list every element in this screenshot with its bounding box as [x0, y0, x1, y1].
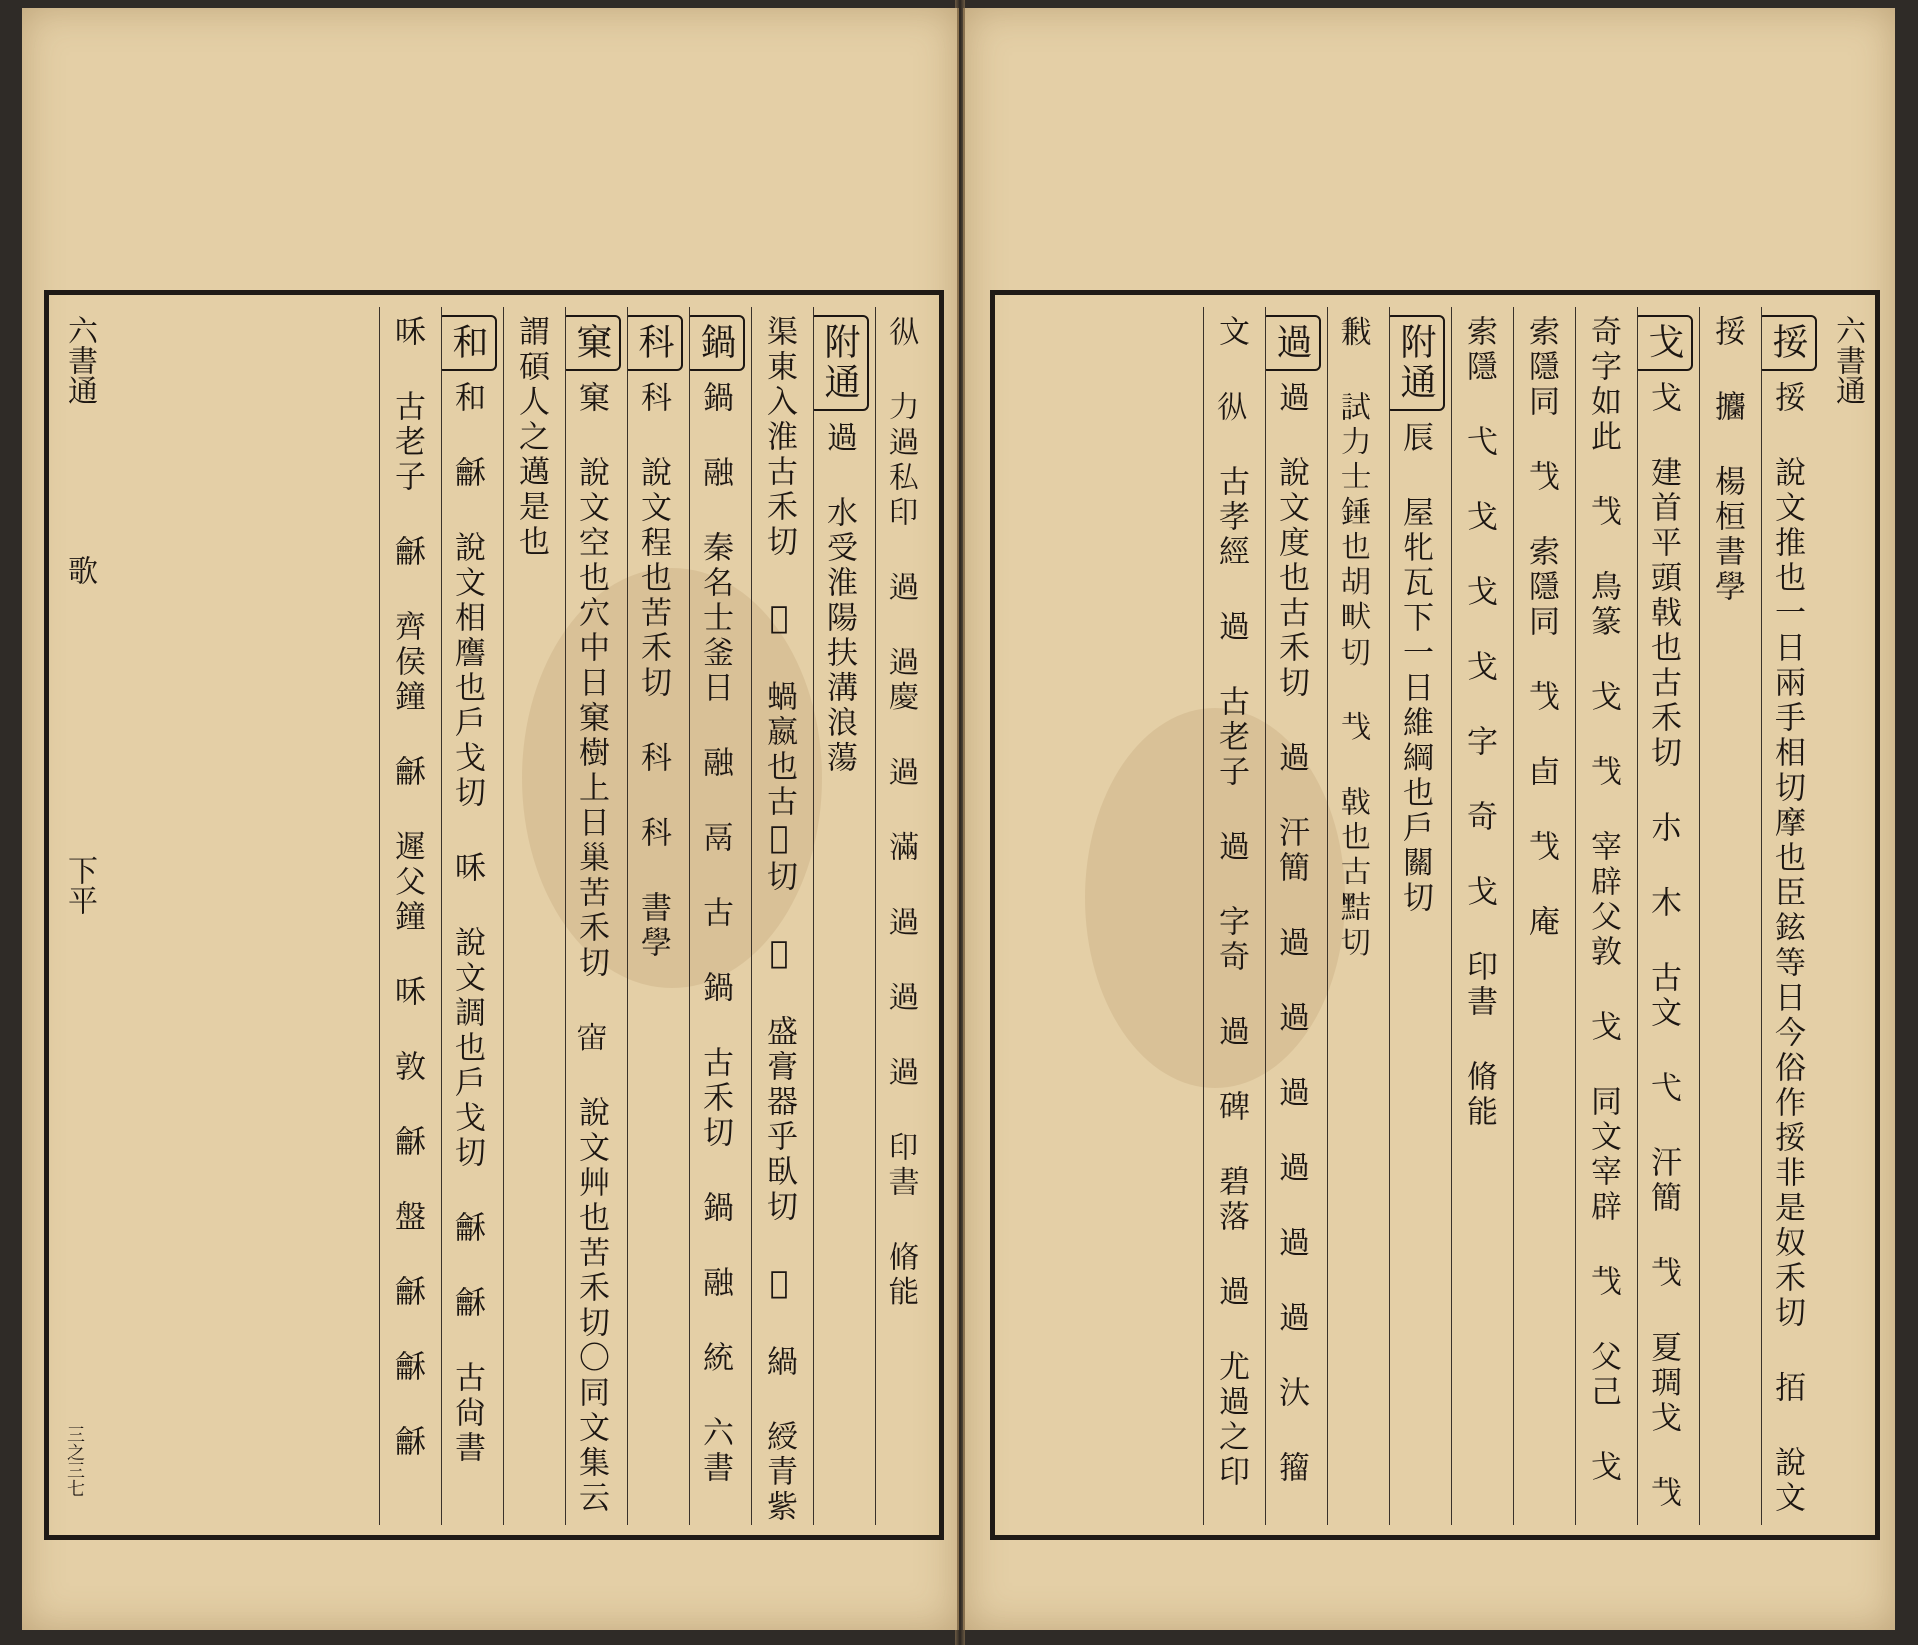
left-column-4 [689, 307, 745, 1525]
column-text: 科 說文程也苦禾切 科 科 書學 [635, 381, 671, 961]
side-label-rhyme: 歌 [62, 555, 97, 585]
column-text: 挼 攟 楊桓書學 [1709, 315, 1745, 605]
right-column-3 [1637, 307, 1693, 1525]
right-page-frame [990, 290, 1880, 1540]
entry-head: 戈 [1637, 315, 1693, 371]
side-label-title: 六書通 [62, 315, 97, 405]
entry-head: 附通 [813, 315, 869, 411]
entry-head: 鍋 [689, 315, 745, 371]
left-column-8 [441, 307, 497, 1525]
left-column-5 [627, 307, 683, 1525]
column-text: 𢓅 力過私印 過 過慶 過 滿 過 過 過 印書 脩能 [885, 315, 921, 1310]
side-label-tone: 下平 [62, 855, 97, 915]
column-text: 過 水受淮陽扶溝浪蕩 [821, 421, 857, 776]
column-text: 索隱 弋 戈 戈 戈 字 奇 戈 印書 脩能 [1461, 315, 1497, 1130]
left-column-2 [813, 307, 869, 1525]
right-header-title: 六書通 [1830, 315, 1865, 405]
left-column-7 [503, 307, 559, 1525]
column-text: 過 說文度也古禾切 過 汗簡 過 過 過 過 過 過 汏 籀 [1273, 381, 1309, 1486]
column-text: 奇字如此 𢦏 鳥篆 戈 𢦏 宰辟父敦 戈 同文宰辟 𢦏 父己 戈 [1585, 315, 1621, 1485]
left-column-1 [875, 307, 931, 1525]
right-column-1 [1761, 307, 1817, 1525]
entry-head: 挼 [1761, 315, 1817, 371]
left-page [22, 8, 959, 1630]
entry-head: 附通 [1389, 315, 1445, 411]
right-page [963, 8, 1895, 1630]
column-text: 鍋 融 秦名士釜日 融 鬲 古 鍋 古禾切 鍋 融 統 六書 [697, 381, 733, 1486]
column-text: 𢧥 試力士錘也胡畎切 𢦏 戟也古黠切 [1337, 315, 1373, 960]
right-column-8 [1327, 307, 1383, 1525]
entry-head: 窠 [565, 315, 621, 371]
left-column-6 [565, 307, 621, 1525]
column-text: 渠東入淮古禾切 𧌾 蝸嬴也古𧌾切 𧌾 盛膏器乎臥切 𧌾 緺 綬青紫 [761, 315, 797, 1525]
right-column-6 [1451, 307, 1507, 1525]
column-text: 謂碩人之邁是也 [513, 315, 549, 560]
right-column-4 [1575, 307, 1631, 1525]
left-page-frame [44, 290, 944, 1540]
column-text: 和 龢 說文相譍也戶戈切 咊 說文調也戶戈切 龢 龢 古尙書 [449, 381, 485, 1466]
right-column-10 [1203, 307, 1259, 1525]
right-column-7 [1389, 307, 1445, 1525]
column-text: 索隱同 𢦏 索隱同 𢦏 卣 𢦏 庵 [1523, 315, 1559, 940]
left-column-9 [379, 307, 435, 1525]
right-column-2 [1699, 307, 1755, 1525]
column-text: 挼 說文推也一日兩手相切摩也臣鉉等日今俗作挼非是奴禾切 𢫦 說文 [1769, 381, 1805, 1516]
right-column-9 [1265, 307, 1321, 1525]
left-column-3 [751, 307, 807, 1525]
folio-number: 三之三七 [64, 1425, 85, 1497]
column-text: 窠 說文空也穴中日窠樹上日巢苦禾切 𥥉 說文艸也苦禾切〇同文集云 [573, 381, 609, 1516]
right-column-5 [1513, 307, 1569, 1525]
entry-head: 過 [1265, 315, 1321, 371]
column-text: 咊 古老子 龢 齊侯鐘 龢 遲父鐘 咊 敦 龢 盤 龢 龢 龢 [389, 315, 425, 1460]
column-text: 𠩐 屋牝瓦下一日維綱也戶關切 [1397, 421, 1433, 916]
column-text: 文 𢓅 古孝經 過 古老子 過 字奇 過 碑 碧落 過 尤過之印 [1213, 315, 1249, 1490]
entry-head: 和 [441, 315, 497, 371]
entry-head: 科 [627, 315, 683, 371]
column-text: 戈 建首平頭戟也古禾切 朩 木 古文 弋 汗簡 𢦏 夏琱戈 𢦏 [1645, 381, 1681, 1511]
